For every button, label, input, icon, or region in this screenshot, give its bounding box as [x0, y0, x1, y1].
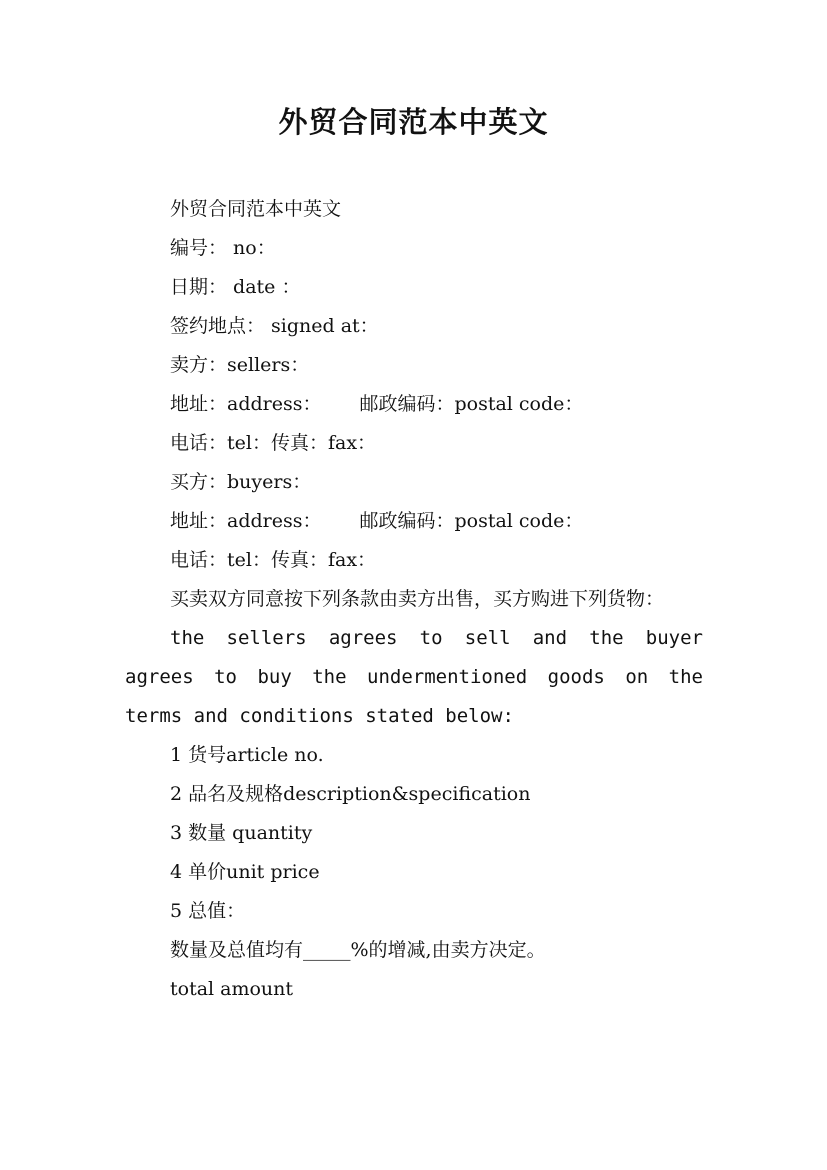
buyer-line: 买方：buyers：	[170, 471, 312, 493]
buyer-postal-code-label: 邮政编码：postal code：	[359, 510, 584, 532]
item-description-specification: 2 品名及规格description&specification	[170, 783, 531, 805]
item-total-value: 5 总值：	[170, 900, 246, 922]
heading-repeat-line: 外贸合同范本中英文	[170, 198, 342, 220]
buyer-tel-fax-line: 电话：tel：传真：fax：	[170, 549, 377, 571]
item-article-number: 1 货号article no.	[170, 744, 324, 766]
tolerance-clause: 数量及总值均有_____%的增减,由卖方决定。	[170, 939, 546, 961]
document-title: 外贸合同范本中英文	[278, 105, 549, 139]
seller-postal-code-label: 邮政编码：postal code：	[359, 393, 584, 415]
agreement-paragraph-english: the sellers agrees to sell and the buyer agrees to buy the undermentioned goods on the terms and conditions stated below:	[125, 627, 703, 727]
buyer-address-label: 地址：address：	[170, 510, 322, 532]
seller-address-label: 地址：address：	[170, 393, 322, 415]
signed-at-line: 签约地点： signed at：	[170, 315, 379, 337]
item-quantity: 3 数量 quantity	[170, 822, 313, 844]
total-amount-line: total amount	[170, 978, 294, 1000]
seller-tel-fax-line: 电话：tel：传真：fax：	[170, 432, 377, 454]
seller-address-line	[125, 385, 703, 424]
item-unit-price: 4 单价unit price	[170, 861, 320, 883]
contract-date-line: 日期： date ：	[170, 276, 301, 298]
agreement-paragraph-chinese: 买卖双方同意按下列条款由卖方出售，买方购进下列货物：	[170, 588, 665, 610]
contract-number-line: 编号： no：	[170, 237, 276, 259]
seller-line: 卖方：sellers：	[170, 354, 310, 376]
buyer-address-line	[125, 502, 703, 541]
document-body	[125, 190, 703, 1009]
